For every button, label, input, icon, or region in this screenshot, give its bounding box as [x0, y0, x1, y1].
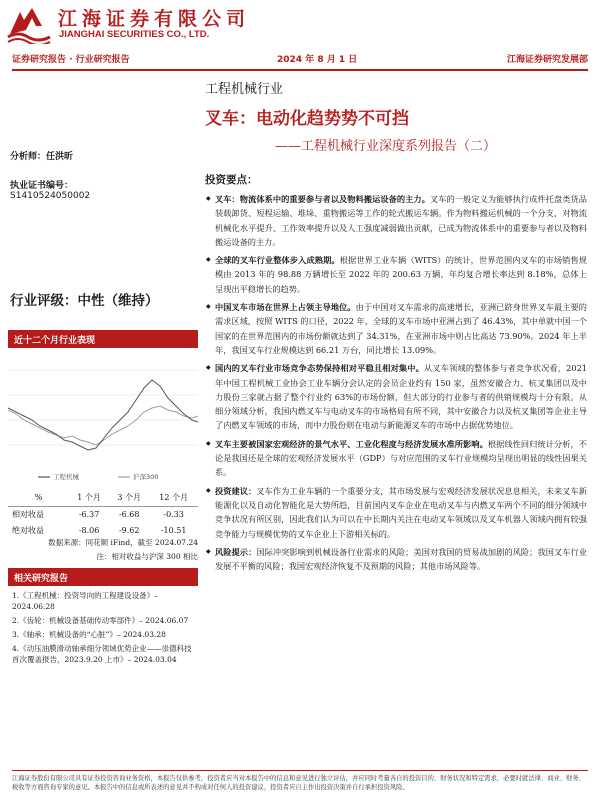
page-title: 叉车：电动化趋势势不可挡 [205, 109, 409, 129]
report-header [12, 52, 588, 68]
investment-heading: 投资要点： [205, 174, 258, 186]
header-divider [12, 69, 588, 71]
related-reports-list [12, 590, 198, 668]
list-item: ◆ 中国叉车市场在世界上占领主导地位。由于中国对叉车需求的高速增长，亚洲已跻身世界叉车最主要的需求区域，按照 WITS 的口径，2022 年，全球的叉车市场中亚洲占到了 46.43%，其中单就中国一个国家的在世界范围内的市场份额就达到了 34.31%，在亚洲市场中则占比高达 73.90%。2024 年上半年，我国叉车行业规模达到 66.21 万台，同比增长 13.09%。 [207, 300, 587, 357]
company-name-en: JIANGHAI SECURITIES CO., LTD. [59, 29, 210, 40]
col-unit: % [34, 493, 43, 503]
performance-title: 近十二个月行业表现 [8, 330, 198, 348]
col-1m: 1 个月 [77, 493, 101, 503]
report-type: 证券研究报告 · 行业研究报告 [12, 55, 130, 65]
col-12m: 12 个月 [159, 493, 188, 503]
related-report-link[interactable]: 1.《工程机械：投资导向的工程建设设备》– 2024.06.28 [12, 591, 158, 611]
investment-points [207, 192, 587, 577]
list-item: ◆ 投资建议：叉车作为工业车辆的一个重要分支，其市场发展与宏观经济发展状况息息相关，未来叉车新能源化以及自动化智能化是大势所趋，目前国内叉车企业在电动叉车与内燃叉车两个不同的细分领域中竞争状况有所区别，因此我们认为可以在中长期内关注在电动叉车领域以及叉车机器人领域内拥有较强竞争能力与规模优势的叉车企业上下游相关标的。 [207, 484, 587, 541]
cert-number: S1410524050002 [10, 191, 91, 201]
related-report-link[interactable]: 2.《齿轮：机械设备基础传动零部件》– 2024.06.07 [12, 616, 189, 625]
related-report-link[interactable]: 3.《轴承：机械设备的“心脏”》– 2024.03.28 [12, 630, 166, 639]
list-item: ◆ 叉车：物流体系中的重要参与者以及物料搬运设备的主力。叉车的一般定义为能够执行成件托盘类货品装载卸货、短程运输、堆垛、重物搬运等工作的轮式搬运车辆。作为物料搬运机械的一个分支，对物流机械化水平提升、工作效率提升以及人工强度减弱做出贡献，已成为物流体系中的重要参与者以及物料搬运设备的主力。 [207, 192, 587, 249]
table-row: 绝对收益 -8.06 -9.62 -10.51 [12, 525, 187, 535]
research-dept: 江海证券研究发展部 [506, 55, 588, 65]
table-row: 相对收益 -6.37 -6.68 -0.33 [12, 509, 184, 519]
legend-machinery: 工程机械 [53, 473, 79, 481]
legend-hs300: 沪深300 [133, 473, 159, 481]
table-note: 注：相对收益与沪深 300 相比 [96, 552, 198, 561]
related-report-link[interactable]: 4.《动压油膜滑动轴承细分领域优势企业——崇德科技首次覆盖报告，2023.9.20 上市》– 2024.03.04 [12, 644, 192, 664]
col-3m: 3 个月 [117, 493, 142, 503]
cert-label: 执业证书编号： [10, 181, 74, 191]
performance-chart [8, 350, 198, 488]
chart-legend [38, 472, 158, 481]
data-source: 数据来源：同花顺 iFind，截至 2024.07.24 [48, 538, 198, 547]
series-line-machinery [8, 380, 198, 450]
list-item: ◆ 国内的叉车行业市场竞争态势保持相对平稳且相对集中。从叉车领域的整体参与者竞争状况看，2021 年中国工程机械工业协会工业车辆分会认定的会员企业约有 150 家，虽然安徽合力、杭叉集团以及中力股份三家就占据了整个行业约 63%的市场份额，但大部分的行业参与者的供销规模均十分有限。从细分领域分析，我国内燃叉车与电动叉车的市场格局有所不同，其中安徽合力以及杭叉集团等企业主导了内燃叉车领域的市场，而中力股份则在电动与新能源叉车的市场中占据优势地位。 [207, 361, 587, 432]
page-subtitle: ——工程机械行业深度系列报告（二） [275, 139, 497, 154]
company-name-cn: 江海证券有限公司 [58, 8, 251, 30]
industry-name: 工程机械行业 [205, 82, 284, 97]
performance-table [8, 490, 198, 538]
disclaimer: 江海证券股份有限公司具有证券投资咨询业务资格，本报告仅供参考，投资者应当对本报告中的信息和意见进行独立评估，并应同时考量各自的投资目的、财务状况和特定需求，必要时就法律、商业、财务、税收等方面咨询专家的意见。本报告中的信息或所表述的意见并不构成对任何人的投资建议，投资者应自主作出投资决策并自行承担投资风险。 [12, 775, 586, 791]
company-logo [6, 4, 52, 44]
industry-rating: 行业评级：中性（维持） [10, 293, 159, 309]
report-date: 2024 年 8 月 1 日 [277, 55, 358, 65]
footer-divider [12, 770, 588, 771]
related-reports-title: 相关研究报告 [8, 568, 198, 586]
list-item: ◆ 全球的叉车行业整体步入成熟期。根据世界工业车辆（WITS）的统计，世界范围内叉车的市场销售规模由 2013 年的 98.88 万辆增长至 2022 年的 200.63 万辆，年均复合增长率达到 8.18%，总体上呈现出平稳增长的趋势。 [207, 253, 587, 296]
list-item: ◆ 风险提示：国际冲突影响到机械设备行业需求的风险；美国对我国的贸易战加剧的风险；我国叉车行业发展不平衡的风险；我国宏观经济恢复不及预期的风险；其他市场风险等。 [207, 545, 587, 574]
analyst-name: 分析师：任洪昕 [10, 152, 74, 162]
list-item: ◆ 叉车主要被国家宏观经济的景气水平、工业化程度与经济发展水准所影响。根据线性回归统计分析，不论是我国还是全球的宏观经济发展水平（GDP）与对应范围的叉车行业规模均呈现出明显的线性因果关系。 [207, 437, 587, 480]
